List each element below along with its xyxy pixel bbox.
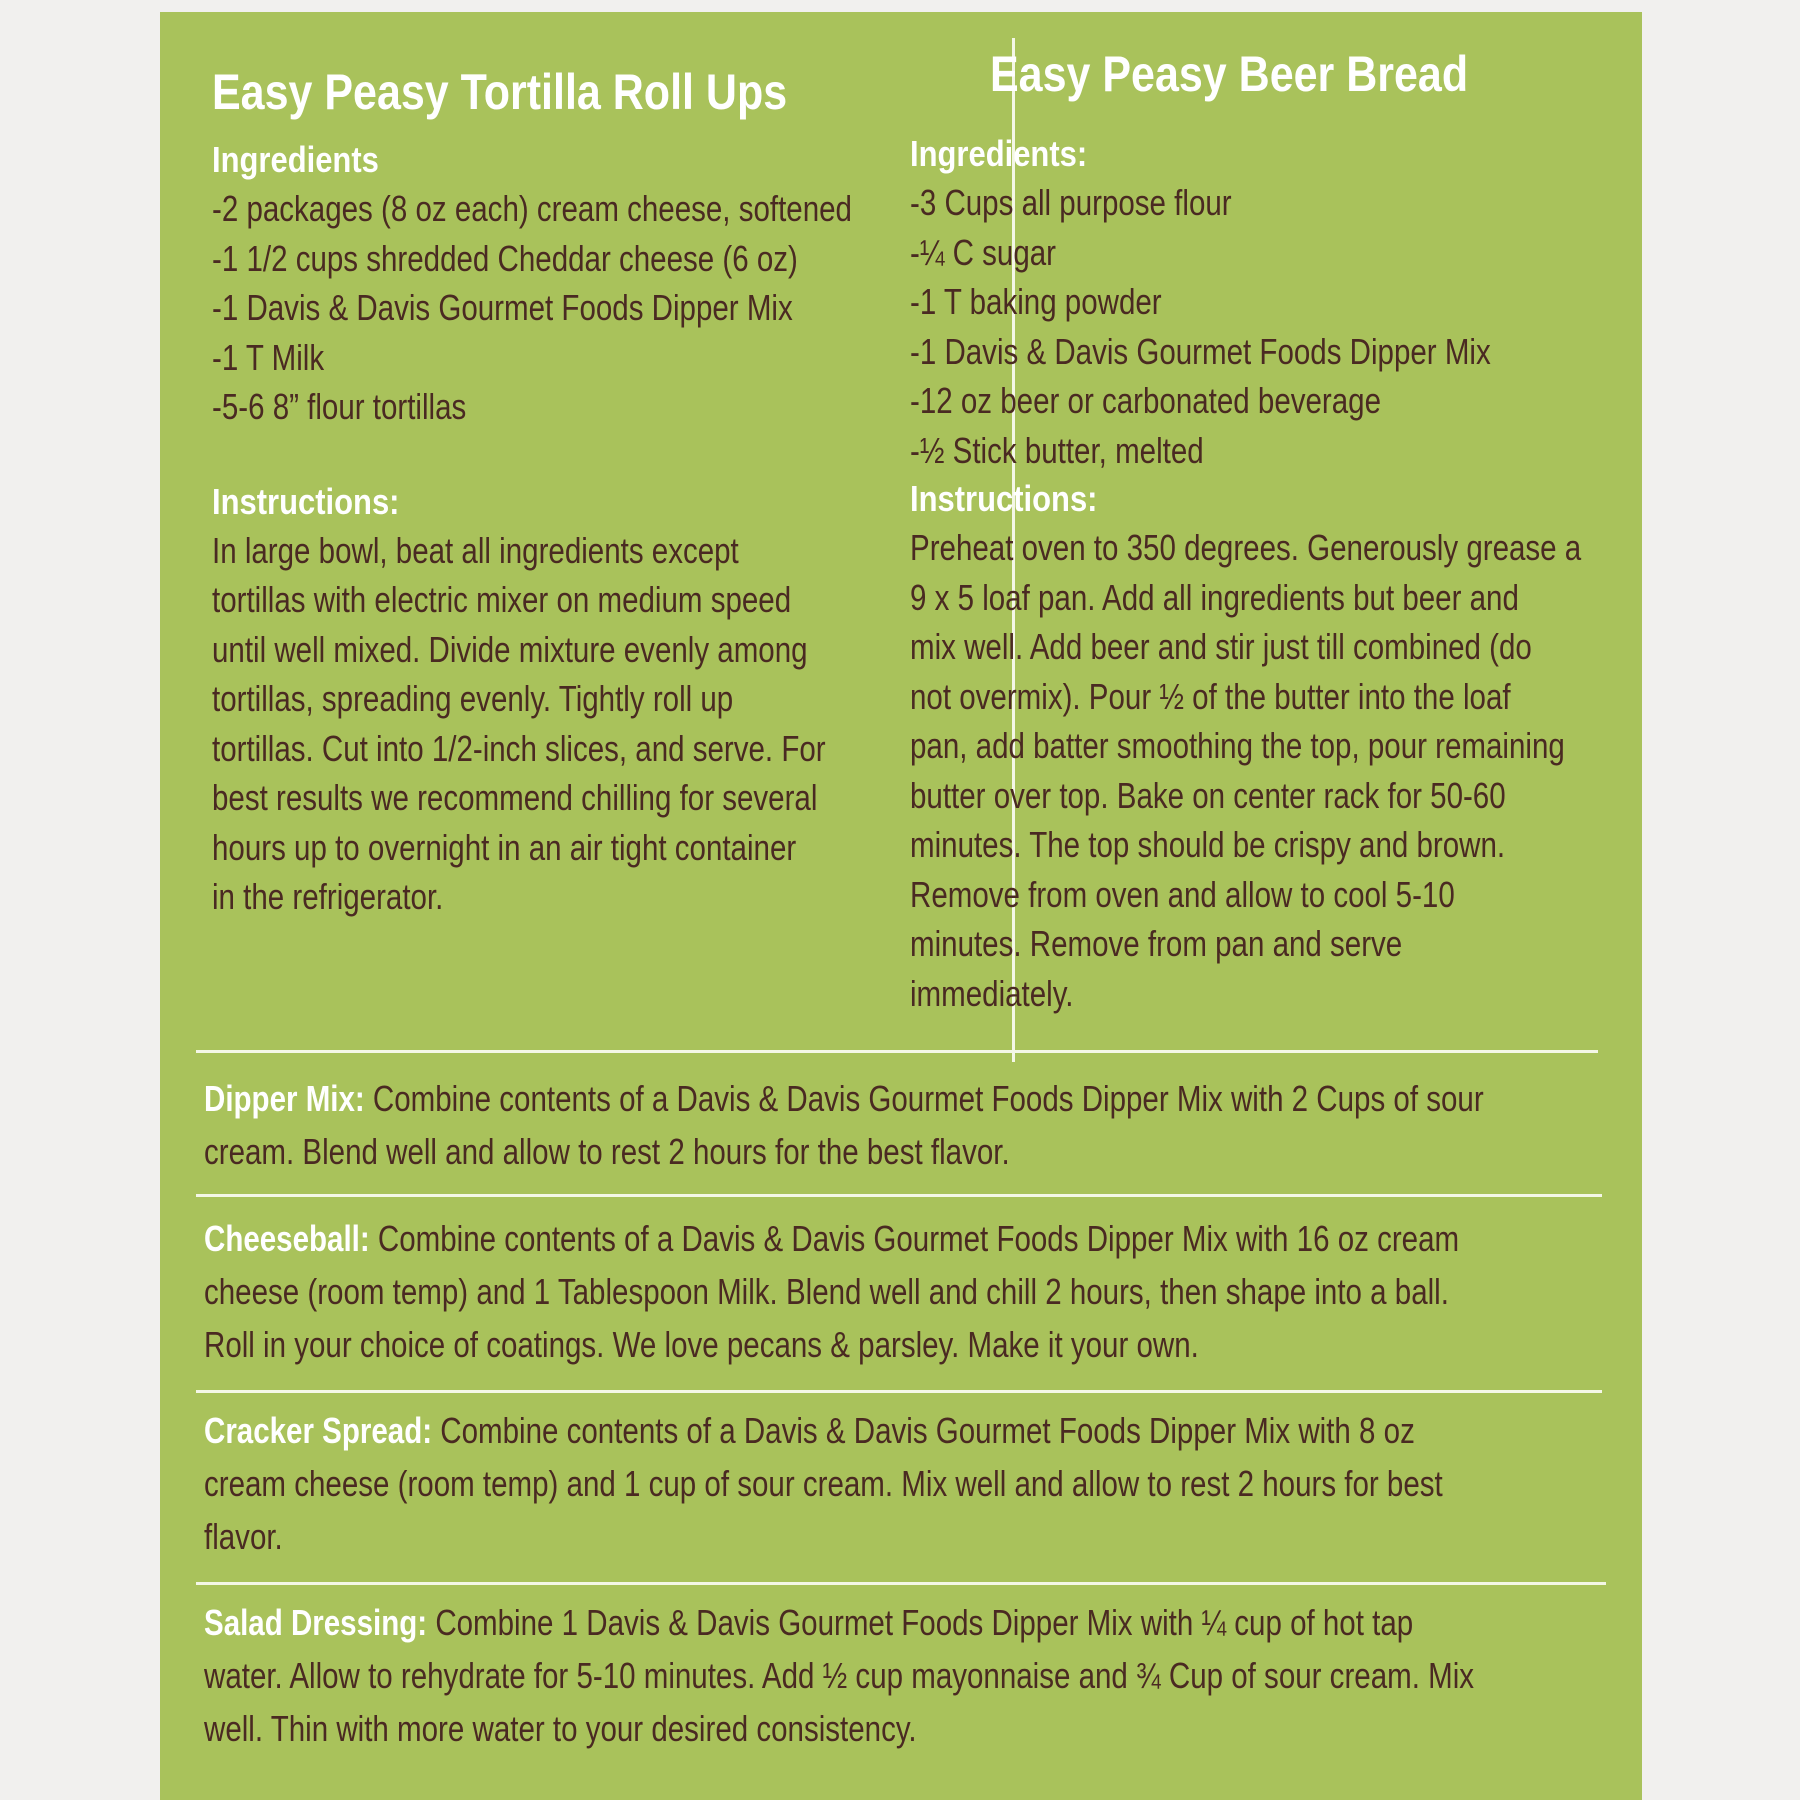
ingredient-item: -1 T Milk — [212, 336, 325, 378]
instruction-line: In large bowl, beat all ingredients except — [212, 529, 739, 571]
instruction-line: best results we recommend chilling for several — [212, 777, 818, 818]
instruction-line: Preheat oven to 350 degrees. Generously grease a — [910, 527, 1582, 568]
tortilla-roll-ups-recipe — [212, 62, 1002, 922]
beer-bread-recipe — [910, 44, 1630, 1018]
dipper-mix-label: Dipper Mix: — [204, 1078, 365, 1119]
instruction-line: hours up to overnight in an air tight container — [212, 826, 797, 868]
instruction-line: pan, add batter smoothing the top, pour remaining — [910, 725, 1565, 766]
instruction-line: mix well. Add beer and stir just till combined (do — [910, 626, 1532, 667]
instruction-line: immediately. — [910, 972, 1074, 1014]
section-text: cream. Blend well and allow to rest 2 hours for the best flavor. — [204, 1131, 1010, 1172]
instruction-line: tortillas with electric mixer on medium speed — [212, 579, 792, 620]
cracker-spread-section — [204, 1404, 1598, 1563]
instruction-line: until well mixed. Divide mixture evenly among — [212, 628, 808, 670]
instruction-line: not overmix). Pour ½ of the butter into the loaf — [910, 675, 1511, 717]
cheeseball-section — [204, 1212, 1598, 1371]
ingredient-item: -1 T baking powder — [910, 281, 1162, 322]
ingredient-item: -2 packages (8 oz each) cream cheese, softened — [212, 188, 852, 229]
section-divider — [196, 1582, 1606, 1585]
dipper-mix-section — [204, 1072, 1598, 1178]
section-text: water. Allow to rehydrate for 5-10 minutes. Add ½ cup mayonnaise and ¾ Cup of sour cream. Mix — [204, 1655, 1475, 1696]
ingredient-item: -½ Stick butter, melted — [910, 429, 1204, 471]
ingredient-item: -5-6 8” flour tortillas — [212, 386, 467, 427]
section-text: Roll in your choice of coatings. We love pecans & parsley. Make it your own. — [204, 1324, 1199, 1365]
section-divider — [196, 1390, 1602, 1393]
section-text: cream cheese (room temp) and 1 cup of sour cream. Mix well and allow to rest 2 hours for best — [204, 1463, 1443, 1504]
instruction-line: tortillas, spreading evenly. Tightly roll up — [212, 678, 734, 719]
ingredient-item: -1 Davis & Davis Gourmet Foods Dipper Mix — [212, 287, 793, 328]
ingredient-item: -3 Cups all purpose flour — [910, 182, 1232, 223]
section-text: Combine contents of a Davis & Davis Gourmet Foods Dipper Mix with 8 oz — [432, 1410, 1415, 1451]
instruction-line: minutes. Remove from pan and serve — [910, 923, 1403, 964]
beer-bread-instructions-heading: Instructions: — [910, 478, 1098, 519]
tortilla-recipe-title: Easy Peasy Tortilla Roll Ups — [212, 64, 788, 120]
tortilla-instructions-text — [212, 526, 1002, 922]
instruction-line: Remove from oven and allow to cool 5-10 — [910, 873, 1455, 915]
instruction-line: 9 x 5 loaf pan. Add all ingredients but beer and — [910, 576, 1519, 618]
beer-bread-title: Easy Peasy Beer Bread — [990, 46, 1469, 102]
salad-dressing-label: Salad Dressing: — [204, 1602, 428, 1643]
instruction-line: butter over top. Bake on center rack for 50-60 — [910, 774, 1506, 816]
ingredient-item: -1 Davis & Davis Gourmet Foods Dipper Mix — [910, 330, 1491, 372]
ingredient-item: -12 oz beer or carbonated beverage — [910, 380, 1382, 421]
instruction-line: in the refrigerator. — [212, 876, 444, 917]
section-text: Combine contents of a Davis & Davis Gourmet Foods Dipper Mix with 2 Cups of sour — [364, 1078, 1484, 1119]
beer-bread-ingredients-heading: Ingredients: — [910, 133, 1088, 174]
tortilla-instructions-heading: Instructions: — [212, 480, 400, 522]
instruction-line: tortillas. Cut into 1/2-inch slices, and serve. For — [212, 727, 826, 769]
ingredient-item: -¼ C sugar — [910, 231, 1057, 273]
recipe-card — [160, 12, 1642, 1800]
tortilla-ingredients-heading: Ingredients — [212, 139, 379, 180]
ingredient-item: -1 1/2 cups shredded Cheddar cheese (6 oz) — [212, 237, 798, 279]
instruction-line: minutes. The top should be crispy and brown. — [910, 824, 1506, 865]
cheeseball-label: Cheeseball: — [204, 1218, 370, 1259]
tortilla-ingredients-list — [212, 184, 1002, 432]
section-text: Combine 1 Davis & Davis Gourmet Foods Dipper Mix with ¼ cup of hot tap — [427, 1602, 1414, 1643]
beer-bread-instructions-text — [910, 523, 1630, 1018]
section-text: well. Thin with more water to your desired consistency. — [204, 1708, 917, 1749]
section-divider — [196, 1050, 1598, 1053]
section-text: cheese (room temp) and 1 Tablespoon Milk. Blend well and chill 2 hours, then shape into a ball. — [204, 1271, 1449, 1312]
cracker-spread-label: Cracker Spread: — [204, 1410, 433, 1451]
salad-dressing-section — [204, 1596, 1598, 1755]
beer-bread-ingredients-list — [910, 178, 1630, 475]
section-divider — [196, 1194, 1602, 1197]
section-text: Combine contents of a Davis & Davis Gourmet Foods Dipper Mix with 16 oz cream — [369, 1218, 1460, 1259]
section-text: flavor. — [204, 1516, 283, 1557]
